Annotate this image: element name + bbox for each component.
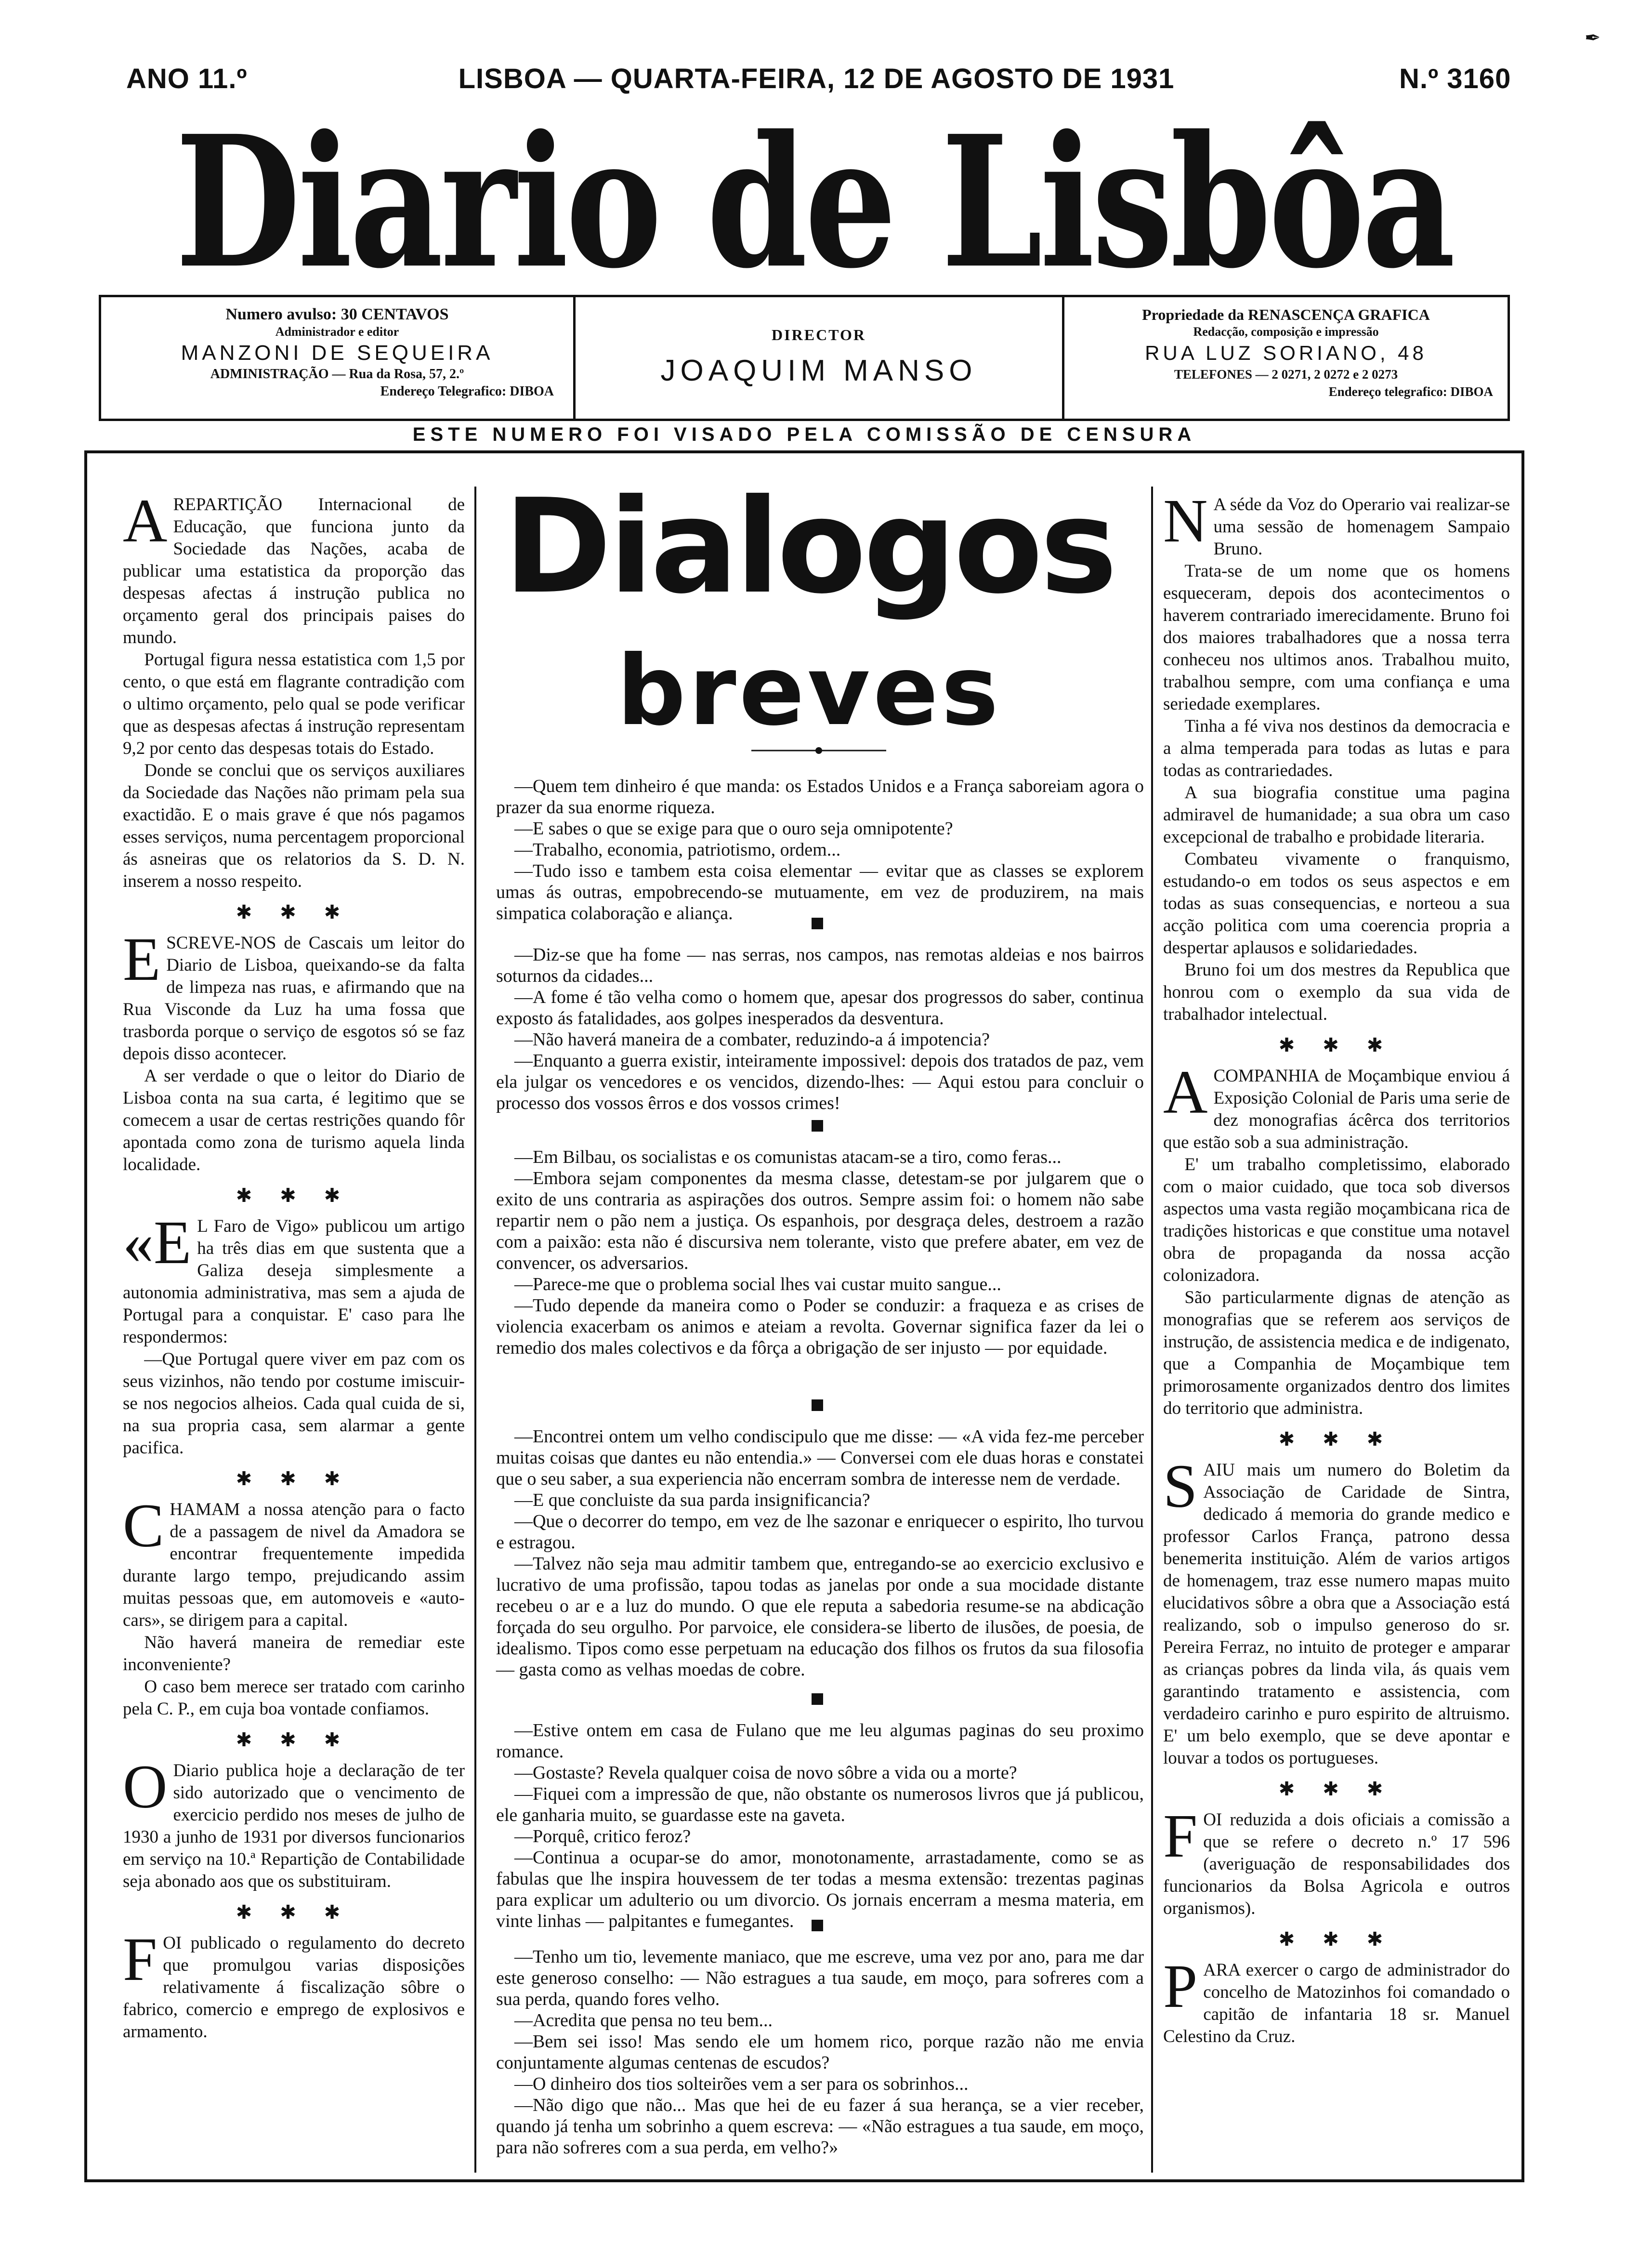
column-rule — [1151, 487, 1153, 2173]
article-cascais: ESCREVE-NOS de Cascais um leitor do Diario de Lisboa, queixando-se da falta de limpeza nas ruas, e afirmando que na Rua Visconde da Luz ha uma fossa que trasborda porque o serviço de esgotos só se faz depois disso acontecer. — [123, 925, 465, 1064]
article-paragraph: O caso bem merece ser tratado com carinho pela C. P., em cuja boa vontade confiamos. — [123, 1677, 465, 1719]
column-rule — [474, 487, 476, 2173]
section-separator — [812, 1693, 823, 1705]
admin-address: ADMINISTRAÇÃO — Rua da Rosa, 57, 2.º — [210, 367, 464, 382]
article-paragraph: Não haverá maneira de remediar este inconveniente? — [123, 1633, 465, 1675]
section-stars: ✱ ✱ ✱ — [1278, 1428, 1395, 1450]
article-paragraph: São particularmente dignas de atenção as monografias que se referem aos serviços de instrução, de assistencia medica e de indigenato, que a Companhia de Moçambique tem primorosamente organizados dentro dos limites do territorio que administra. — [1163, 1288, 1510, 1418]
corner-mark: ✒ — [1585, 27, 1601, 49]
article-paragraph: E' um trabalho completissimo, elaborado com o maior cuidado, que toca sob diversos aspectos uma vasta região moçambicana rica de tradições historicas e que constitue uma notavel obra de propaganda da nossa acção colonizadora. — [1163, 1155, 1510, 1285]
owner-phones: TELEFONES — 2 0271, 2 0272 e 2 0273 — [1174, 367, 1398, 382]
article-sampaio-bruno: N A séde da Voz do Operario vai realizar-se uma sessão de homenagem Sampaio Bruno. — [1163, 487, 1510, 559]
section-stars: ✱ ✱ ✱ — [1278, 1034, 1395, 1056]
article-amadora: CHAMAM a nossa atenção para o facto de a passagem de nivel da Amadora se encontrar frequentemente impedida durante largo tempo, prejudicando assim muitas pessoas que, em automoveis e «auto-cars», se dirigem para a capital. — [123, 1491, 465, 1630]
section-stars: ✱ ✱ ✱ — [236, 1901, 352, 1923]
publication-info-box — [99, 295, 1510, 421]
dialogue-section-2: —Diz-se que ha fome — nas serras, nos campos, nas remotas aldeias e nos bairros soturnos da cidades... —A fome é tão velha como o homem que, apesar dos progressos do saber, continua exposto ás fatalidades, aos golpes inesperados da desventura. —Não haverá maneira de a combater, reduzindo-a á impotencia? —Enquanto a guerra existir, inteiramente impossivel: depois dos tratados de paz, vem ela julgar os vencedores e os vencidos, dizendo-lhes: — Aqui estou para concluir o processo dos vossos êrros e dos vossos crimes! — [496, 945, 1144, 1113]
issue-number: N.º 3160 — [1399, 63, 1511, 94]
dateline: LISBOA — QUARTA-FEIRA, 12 DE AGOSTO DE 1931 — [458, 63, 1175, 94]
article-sintra: SAIU mais um numero do Boletim da Associação de Caridade de Sintra, dedicado á memoria do grande medico e professor Carlos França, patrono dessa benemerita instituição. Além de varios artigos de homenagem, traz esse numero mapas muito elucidativos sôbre a obra que a Associação está realizando, sob o impulso generoso do sr. Pereira Ferraz, no intuito de proteger e amparar as crianças pobres da linda vila, ás quais vem garantindo tratamento e assistencia, com verdadeiro carinho e puro espirito de altruismo. E' um belo exemplo, que se deve apontar e louvar a todos os portugueses. — [1163, 1452, 1510, 1768]
dialogue-section-5: —Estive ontem em casa de Fulano que me leu algumas paginas do seu proximo romance. —Gostaste? Revela qualquer coisa de novo sôbre a vida ou a morte? —Fiquei com a impressão de que, não obstante os numerosos livros que já publicou, ele ganharia muito, se guardasse este na gaveta. —Porquê, critico feroz? —Continua a ocupar-se do amor, monotonamente, arrastadamente, como se as fabulas que lhe inspira houvessem de ter todas a mesma extensão: trezentas paginas para explicar um adulterio ou um divorcio. Os jornais encerram a mesma materia, em vinte linhas — palpitantes e fumegantes. — [496, 1720, 1144, 1931]
dialogue-section-6: —Tenho um tio, levemente maniaco, que me escreve, uma vez por ano, para me dar este generoso conselho: — Não estragues a tua saude, em moço, para sofreres com a sua perda, quando fores velho. —Acredita que pensa no teu bem... —Bem sei isso! Mas sendo ele um homem rico, porque razão não me envia conjuntamente algumas centenas de escudos? —O dinheiro dos tios solteirões vem a ser para os sobrinhos... —Não digo que não... Mas que hei de eu fazer á sua herança, se a vier receber, quando já tenha um sobrinho a quem escreva: — «Não estragues a tua saude, em moço, para não sofreres com a sua perda, em velho?» — [496, 1947, 1144, 2158]
owner-telegraph: Endereço telegrafico: DIBOA — [1328, 384, 1493, 399]
section-separator — [812, 1399, 823, 1411]
article-paragraph: Donde se conclui que os serviços auxiliares da Sociedade das Nações não primam pela sua exactidão. E o mais grave é que nós pagamos esses serviços, numa percentagem proporcional ás asneiras que os relatorios da S. D. N. inserem a nosso respeito. — [123, 761, 465, 891]
article-paragraph: Bruno foi um dos mestres da Republica que honrou com o exemplo da sua vida de trabalhador intelectual. — [1163, 960, 1510, 1024]
director-role: DIRECTOR — [772, 326, 866, 343]
section-stars: ✱ ✱ ✱ — [236, 901, 352, 923]
right-column — [1163, 487, 1510, 2048]
article-paragraph: A sua biografia constitue uma pagina admiravel de humanidade; a sua obra um caso excepcional de trabalho e probidade literaria. — [1163, 783, 1510, 847]
article-matozinhos: PARA exercer o cargo de administrador do concelho de Matozinhos foi comandado o capitão de infantaria 18 sr. Manuel Celestino da Cruz. — [1163, 1952, 1510, 2046]
director-name: JOAQUIM MANSO — [660, 354, 977, 387]
dialogue-section-4: —Encontrei ontem um velho condiscipulo que me disse: — «A vida fez-me perceber muitas coisas que dantes eu não entendia.» — Conversei com ele duas horas e constatei que o seu saber, a sua experiencia não encerram sombra de interesse nem de verdade. —E que concluiste da sua parda insignificancia? —Que o decorrer do tempo, em vez de lhe sazonar e enriquecer o espirito, lho turvou e estragou. —Talvez não seja mau admitir tambem que, entregando-se ao exercicio exclusivo e lucrativo de uma profissão, tapou todas as janelas por onde a sua mocidade distante recebeu o ar e a luz do mundo. O que ele reputa a sabedoria resume-se na abdicação forçada do seu orgulho. Por parvoice, ele considera-se liberto de ilusões, de poesia, de idealismo. Tipos como esse perpetuam na educação dos filhos os frutos da sua filosofia — gasta como as velhas moedas de cobre. — [496, 1426, 1144, 1680]
section-stars: ✱ ✱ ✱ — [1278, 1928, 1395, 1950]
section-stars: ✱ ✱ ✱ — [236, 1468, 352, 1490]
owner-address: RUA LUZ SORIANO, 48 — [1145, 342, 1427, 364]
censorship-notice: ESTE NUMERO FOI VISADO PELA COMISSÃO DE CENSURA — [412, 424, 1196, 445]
article-regulamento: FOI publicado o regulamento do decreto que promulgou varias disposições relativamente á fiscalização sôbre o fabrico, comercio e emprego de explosivos e armamento. — [123, 1925, 465, 2042]
admin-name: MANZONI DE SEQUEIRA — [181, 341, 494, 365]
year-label: ANO 11.º — [126, 63, 248, 94]
section-stars: ✱ ✱ ✱ — [1278, 1778, 1395, 1800]
article-paragraph: Portugal figura nessa estatistica com 1,5 por cento, o que está em flagrante contradição com o ultimo orçamento, pelo qual se pode verificar que as despesas afectas á instrução representam 9,2 por cento das despesas totais do Estado. — [123, 650, 465, 758]
section-separator — [812, 918, 823, 929]
section-separator — [812, 1120, 823, 1132]
article-diario: O Diario publica hoje a declaração de ter sido autorizado que o vencimento de exercicio perdido nos meses de julho de 1930 a junho de 1931 por diversos funcionarios em serviço na 10.ª Repartição de Contabilidade seja abonado aos que os substituiram. — [123, 1753, 465, 1891]
article-paragraph: Tinha a fé viva nos destinos da democracia e a alma temperada para todas as lutas e para todas as contrariedades. — [1163, 716, 1510, 780]
headline-title: Dialogos — [503, 471, 1115, 622]
left-column — [123, 487, 465, 2043]
article-galiza: «E L Faro de Vigo» publicou um artigo ha três dias em que sustenta que a Galiza deseja simplesmente a autonomia administrativa, mas sem a ajuda de Portugal para a conquistar. E' caso para lhe respondermos: — [123, 1208, 465, 1347]
price-label: Numero avulso: 30 CENTAVOS — [225, 305, 449, 323]
article-comissao: FOI reduzida a dois oficiais a comissão a que se refere o decreto n.º 17 596 (averiguação de responsabilidades dos funcionarios da Bolsa Agricola e outros organismos). — [1163, 1802, 1510, 1918]
article-education: A REPARTIÇÃO Internacional de Educação, que funciona junto da Sociedade das Nações, acaba de publicar uma estatistica da proporção das despesas afectas á instrução publica no orçamento geral dos principais paises do mundo. — [123, 487, 465, 647]
headline-subtitle: breves — [616, 635, 1002, 747]
article-paragraph: Trata-se de um nome que os homens esqueceram, depois dos acontecimentos o haverem contrariado imerecidamente. Bruno foi dos maiores trabalhadores que a nossa terra conheceu nos ultimos anos. Trabalhou muito, trabalhou sempre, com uma confiança e uma seriedade exemplares. — [1163, 561, 1510, 714]
dialogue-section-1: —Quem tem dinheiro é que manda: os Estados Unidos e a França saboreiam agora o prazer da sua enorme riqueza. —E sabes o que se exige para que o ouro seja omnipotente? —Trabalho, economia, patriotismo, ordem... —Tudo isso e tambem esta coisa elementar — evitar que as classes se explorem umas ás outras, empobrecendo-se mutuamente, em vez de produzirem, na mais simpatica colaboração e aliança. — [496, 776, 1144, 923]
article-paragraph: Combateu vivamente o franquismo, estudando-o em todos os seus aspectos e em todas as suas consequencias, e norteou a sua acção politica com uma coerencia propria a despertar aplausos e solidariedades. — [1163, 849, 1510, 958]
section-stars: ✱ ✱ ✱ — [236, 1729, 352, 1751]
admin-role: Administrador e editor — [275, 325, 399, 339]
dialogue-section-3: —Em Bilbau, os socialistas e os comunistas atacam-se a tiro, como feras... —Embora sejam componentes da mesma classe, detestam-se por julgarem que o exito de uns contraria as aspirações dos outros. Sempre assim foi: o homem não sabe repartir nem o pão nem a justiça. Os espanhois, por desgraça deles, destroem a razão com a paixão: esta não é discursiva nem tolerante, visto que prefere abater, em vez de convencer, os adversarios. —Parece-me que o problema social lhes vai custar muito sangue... —Tudo depende da maneira como o Poder se conduzir: a fraqueza e as crises de violencia exacerbam os animos e ateiam a revolta. Governar significa fazer da lei o remedio dos males colectivos e da fôrça a obrigação de ser injusto — por equidade. — [496, 1147, 1144, 1358]
owner-info — [1064, 297, 1508, 419]
section-separator — [812, 1920, 823, 1931]
ornament-divider — [751, 746, 886, 755]
admin-info — [101, 297, 573, 419]
director-info — [576, 297, 1062, 419]
article-mocambique: A COMPANHIA de Moçambique enviou á Exposição Colonial de Paris uma serie de dez monografias ácêrca dos territorios que estão sob a sua administração. — [1163, 1058, 1510, 1152]
article-paragraph: —Que Portugal quere viver em paz com os seus vizinhos, não tendo por costume imiscuir-se nos negocios alheios. Cada qual cuida de si, na sua propria casa, sem alarmar a gente pacifica. — [123, 1349, 465, 1458]
owner-label: Propriedade da RENASCENÇA GRAFICA — [1142, 306, 1430, 323]
masthead-title: Diario de Lisbôa — [175, 95, 1453, 308]
admin-telegraph: Endereço Telegrafico: DIBOA — [380, 384, 554, 399]
section-stars: ✱ ✱ ✱ — [236, 1185, 352, 1206]
owner-role: Redacção, composição e impressão — [1193, 325, 1379, 339]
article-paragraph: A ser verdade o que o leitor do Diario de Lisboa conta na sua carta, é legitimo que se comecem a usar de certas restrições quando fôr apontada como zona de turismo aquela linda localidade. — [123, 1066, 465, 1174]
